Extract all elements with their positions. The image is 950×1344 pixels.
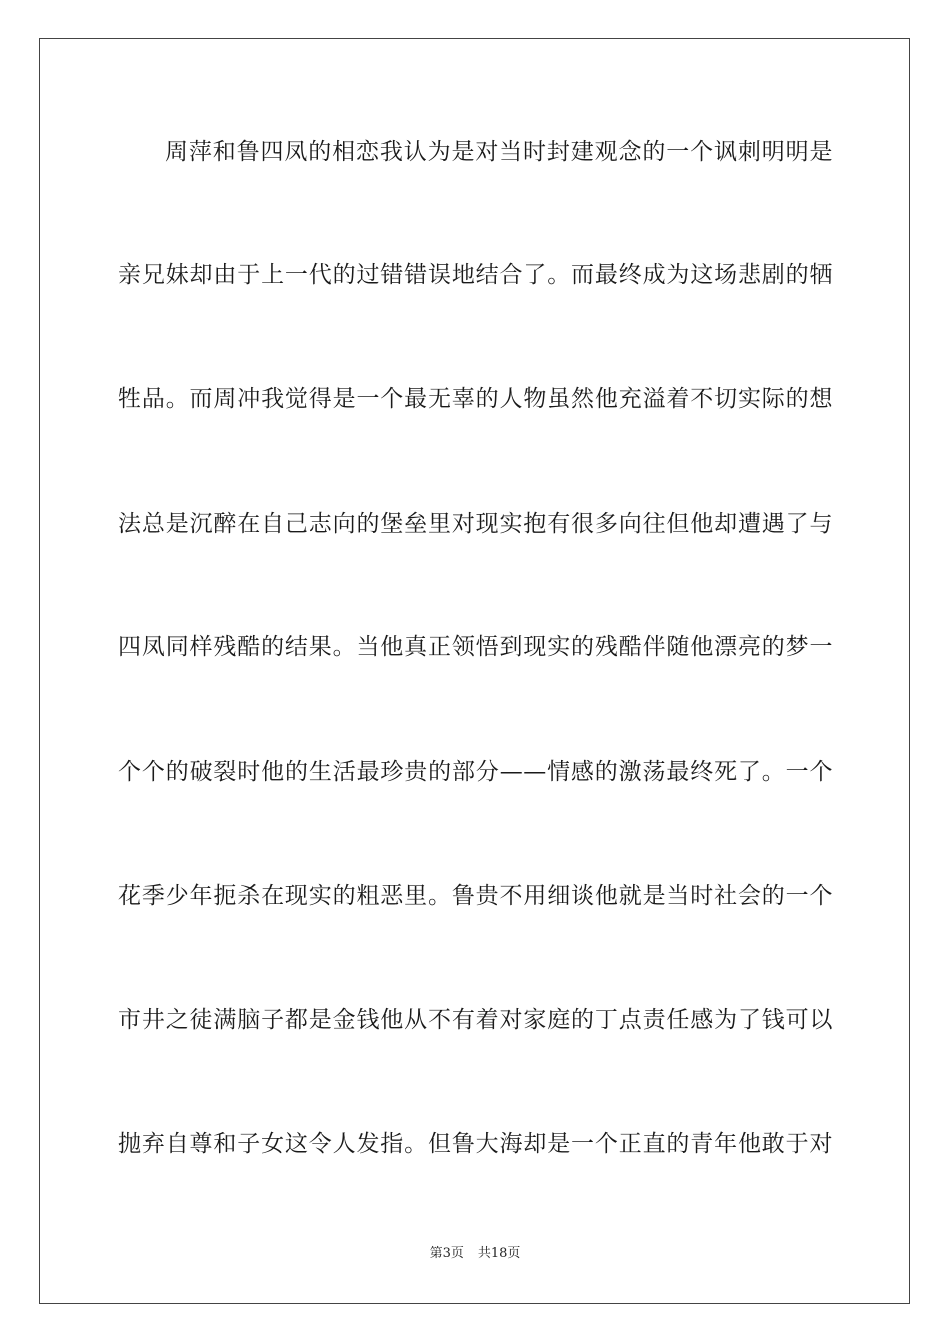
body-text-line: 市井之徒满脑子都是金钱他从不有着对家庭的丁点责任感为了钱可以	[118, 1007, 833, 1033]
body-text-line: 法总是沉醉在自己志向的堡垒里对现实抱有很多向往但他却遭遇了与	[118, 511, 833, 537]
body-text-line: 牲品。而周冲我觉得是一个最无辜的人物虽然他充溢着不切实际的想	[118, 386, 833, 412]
page-total: 共18页	[477, 1246, 521, 1261]
page-border	[39, 38, 910, 1304]
body-text-line: 个个的破裂时他的生活最珍贵的部分——情感的激荡最终死了。一个	[118, 759, 833, 785]
body-text-line: 亲兄妹却由于上一代的过错错误地结合了。而最终成为这场悲剧的牺	[118, 262, 833, 288]
body-text-line: 周萍和鲁四凤的相恋我认为是对当时封建观念的一个讽刺明明是	[165, 139, 833, 165]
body-text-line: 抛弃自尊和子女这令人发指。但鲁大海却是一个正直的青年他敢于对	[118, 1131, 833, 1157]
page-footer	[0, 1245, 950, 1263]
body-text-line: 四凤同样残酷的结果。当他真正领悟到现实的残酷伴随他漂亮的梦一	[118, 634, 833, 660]
body-text-line: 花季少年扼杀在现实的粗恶里。鲁贵不用细谈他就是当时社会的一个	[118, 883, 833, 909]
page-number: 第3页	[429, 1246, 464, 1261]
